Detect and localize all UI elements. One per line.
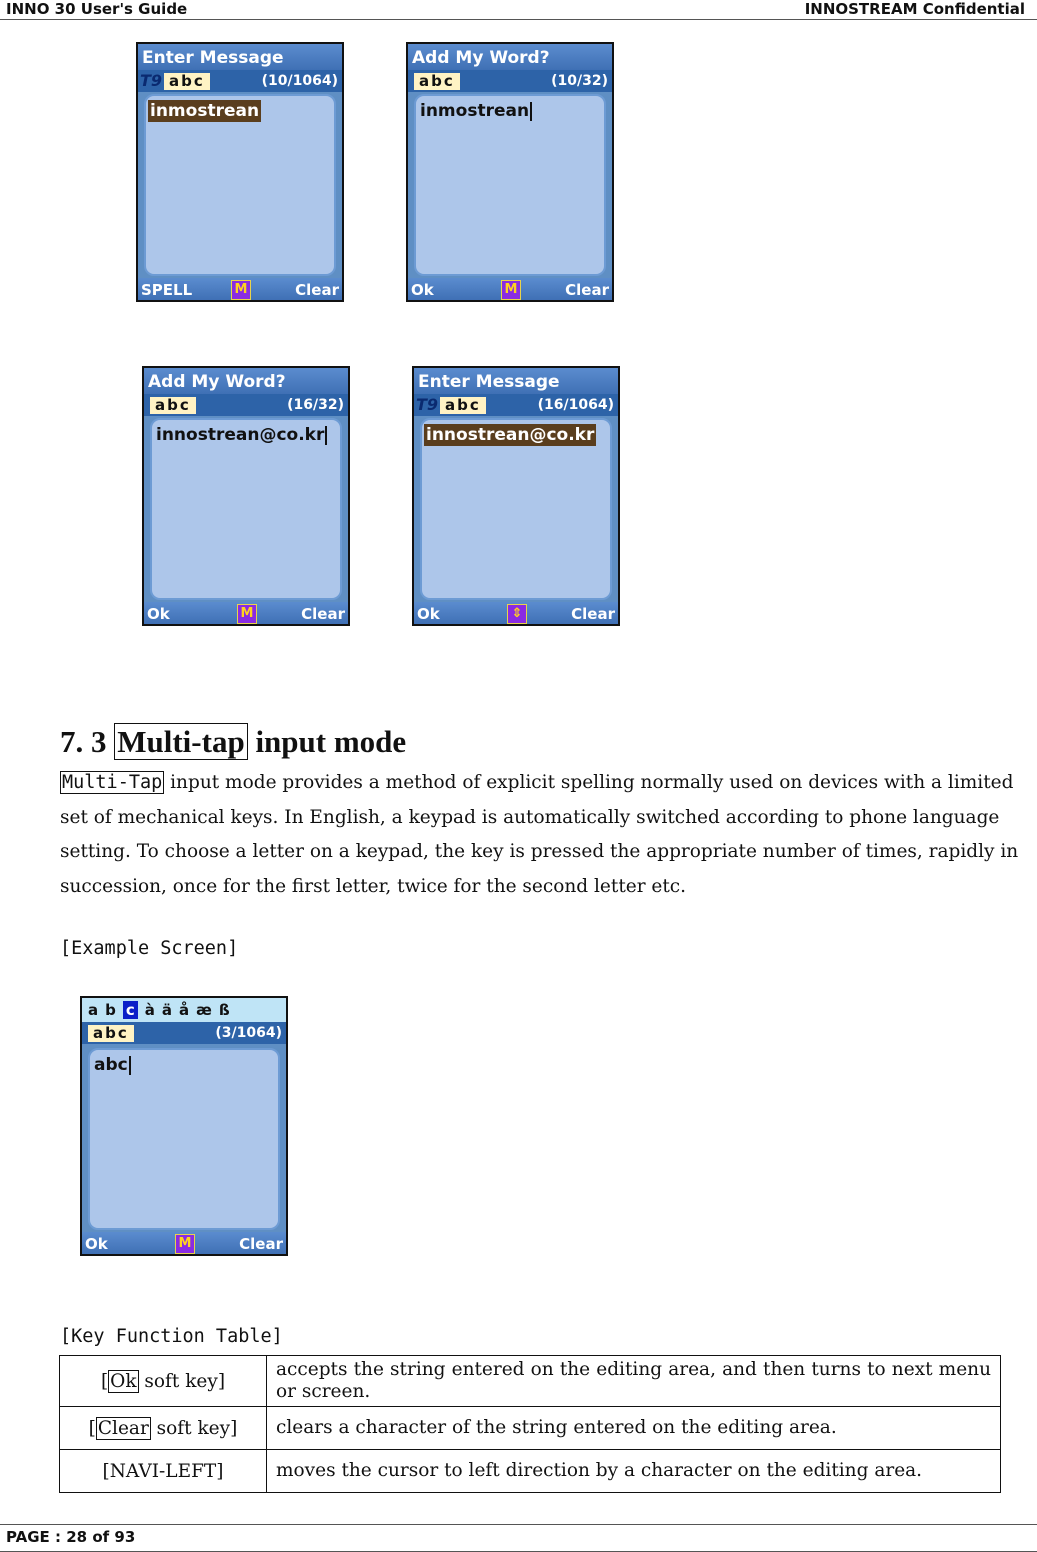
menu-icon[interactable]: M xyxy=(175,1234,195,1254)
doc-title: INNO 30 User's Guide xyxy=(6,0,188,18)
function-cell: accepts the string entered on the editing area, and then turns to next menu or screen. xyxy=(267,1356,1001,1407)
right-soft-key[interactable]: Clear xyxy=(239,1235,283,1253)
editing-area[interactable] xyxy=(414,94,606,276)
key-cell xyxy=(60,1450,267,1493)
para-text: input mode provides a method of explicit spelling normally used on devices with a limited set of mechanical keys. In English, a keypad is automatically switched according to phone language setting. To choose a letter on a keypad, the key is pressed the appropriate number of times, rapidly in succession, once for the first letter, twice for the second letter etc. xyxy=(60,772,1019,897)
screen-title: Add My Word? xyxy=(408,44,612,70)
mode-line xyxy=(414,394,618,416)
table-row xyxy=(60,1450,1001,1493)
editing-area[interactable] xyxy=(420,418,612,600)
char-option[interactable]: a xyxy=(88,1001,99,1019)
page-header xyxy=(0,0,1037,20)
key-suffix: soft key] xyxy=(150,1417,238,1439)
text-cursor xyxy=(325,426,327,445)
screen-title: Enter Message xyxy=(414,368,618,394)
phone-screen-1 xyxy=(136,42,344,302)
menu-icon[interactable]: M xyxy=(231,280,251,300)
text-cursor xyxy=(129,1056,131,1075)
editing-area[interactable] xyxy=(150,418,342,600)
page-number: PAGE : 28 of 93 xyxy=(6,1528,136,1546)
right-soft-key[interactable]: Clear xyxy=(295,281,339,299)
section-title-rest: input mode xyxy=(255,724,407,759)
soft-key-bar xyxy=(414,602,618,624)
char-option-selected[interactable]: c xyxy=(123,1001,138,1019)
key-name: [NAVI-LEFT] xyxy=(102,1460,224,1482)
left-soft-key[interactable]: Ok xyxy=(411,281,434,299)
phone-screen-3 xyxy=(142,366,350,626)
char-option[interactable]: ä xyxy=(161,1001,173,1019)
section-paragraph xyxy=(60,766,1025,904)
char-option[interactable]: b xyxy=(105,1001,116,1019)
left-soft-key[interactable]: SPELL xyxy=(141,281,193,299)
entered-text-value: abc xyxy=(94,1055,128,1075)
char-option[interactable]: æ xyxy=(196,1001,212,1019)
entered-text: innostrean@co.kr xyxy=(426,425,595,445)
function-cell: clears a character of the string entered on the editing area. xyxy=(267,1407,1001,1450)
table-row xyxy=(60,1407,1001,1450)
mode-line xyxy=(82,1022,286,1044)
input-mode-badge: abc xyxy=(440,397,486,414)
mode-line xyxy=(408,70,612,92)
screen-title: Add My Word? xyxy=(144,368,348,394)
soft-key-bar xyxy=(408,278,612,300)
table-row xyxy=(60,1356,1001,1407)
char-option[interactable]: å xyxy=(179,1001,190,1019)
confidential-label: INNOSTREAM Confidential xyxy=(804,0,1025,18)
section-title-boxed: Multi-tap xyxy=(114,723,247,760)
char-option[interactable]: à xyxy=(144,1001,155,1019)
char-counter: (10/32) xyxy=(551,73,608,89)
soft-key-bar xyxy=(138,278,342,300)
left-soft-key[interactable]: Ok xyxy=(147,605,170,623)
key-prefix: [ xyxy=(88,1417,96,1439)
key-cell xyxy=(60,1356,267,1407)
char-counter: (16/1064) xyxy=(537,397,614,413)
char-option[interactable]: ß xyxy=(218,1001,230,1019)
char-counter: (16/32) xyxy=(287,397,344,413)
page-footer xyxy=(0,1524,1037,1552)
left-soft-key[interactable]: Ok xyxy=(85,1235,108,1253)
key-function-table xyxy=(59,1355,1001,1493)
entered-text-value: innostrean@co.kr xyxy=(156,425,325,445)
key-function-table-label: [Key Function Table] xyxy=(60,1326,283,1347)
phone-screen-5 xyxy=(80,996,288,1256)
right-soft-key[interactable]: Clear xyxy=(571,605,615,623)
char-counter: (10/1064) xyxy=(261,73,338,89)
t9-icon: T9 xyxy=(416,395,439,414)
navigation-icon[interactable]: ⇕ xyxy=(507,604,527,624)
char-counter: (3/1064) xyxy=(215,1025,282,1041)
t9-icon: T9 xyxy=(140,71,163,90)
key-name: Clear xyxy=(97,1417,149,1439)
entered-text xyxy=(154,424,329,446)
section-heading xyxy=(60,724,406,760)
editing-area[interactable] xyxy=(144,94,336,276)
character-selection-bar xyxy=(82,998,286,1022)
entered-text: inmostrean xyxy=(150,101,260,121)
input-mode-badge: abc xyxy=(88,1025,134,1042)
key-prefix: [ xyxy=(100,1370,109,1392)
para-term: Multi-Tap xyxy=(62,772,163,793)
phone-screen-4 xyxy=(412,366,620,626)
screen-title: Enter Message xyxy=(138,44,342,70)
editing-area[interactable] xyxy=(88,1048,280,1230)
left-soft-key[interactable]: Ok xyxy=(417,605,440,623)
menu-icon[interactable]: M xyxy=(237,604,257,624)
input-mode-badge: abc xyxy=(150,397,196,414)
input-mode-badge: abc xyxy=(164,73,210,90)
text-cursor xyxy=(530,102,532,121)
function-cell: moves the cursor to left direction by a character on the editing area. xyxy=(267,1450,1001,1493)
entered-text xyxy=(92,1054,133,1076)
section-number: 7. 3 xyxy=(60,724,107,759)
right-soft-key[interactable]: Clear xyxy=(301,605,345,623)
soft-key-bar xyxy=(82,1232,286,1254)
key-suffix: soft key] xyxy=(138,1370,226,1392)
right-soft-key[interactable]: Clear xyxy=(565,281,609,299)
key-cell xyxy=(60,1407,267,1450)
example-screen-label: [Example Screen] xyxy=(60,938,239,959)
soft-key-bar xyxy=(144,602,348,624)
mode-line xyxy=(144,394,348,416)
menu-icon[interactable]: M xyxy=(501,280,521,300)
phone-screen-2 xyxy=(406,42,614,302)
mode-line xyxy=(138,70,342,92)
key-name: Ok xyxy=(110,1370,137,1392)
input-mode-badge: abc xyxy=(414,73,460,90)
entered-text-value: inmostrean xyxy=(420,101,530,121)
entered-text xyxy=(418,100,534,122)
